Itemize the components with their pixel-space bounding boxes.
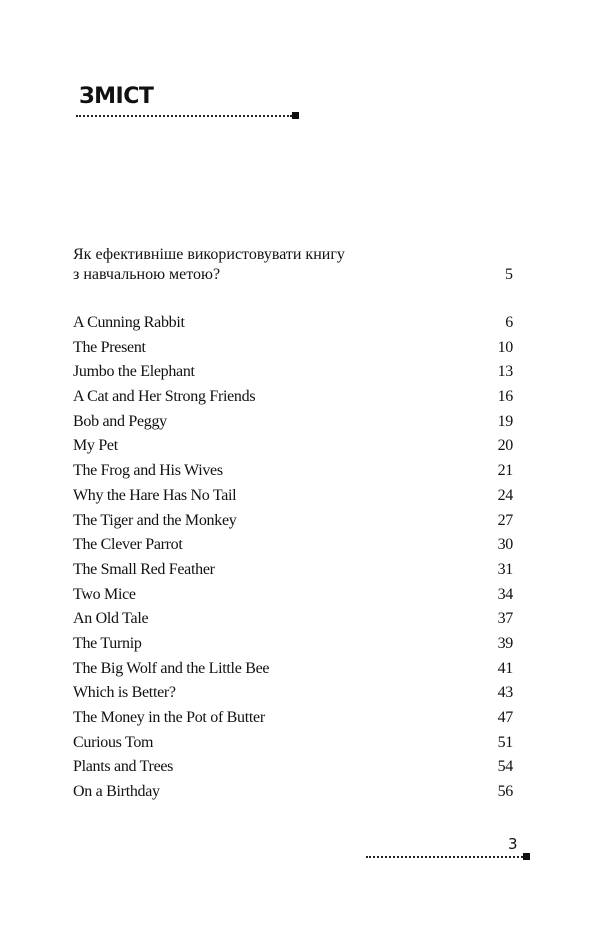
toc-entry-title: Jumbo the Elephant bbox=[73, 363, 195, 381]
intro-title-line-1: Як ефективніше використовувати книгу bbox=[73, 246, 345, 263]
toc-entry-title: Which is Better? bbox=[73, 684, 176, 702]
toc-entry-page: 20 bbox=[497, 437, 513, 455]
toc-entry-page: 47 bbox=[497, 709, 513, 726]
toc-entry-page: 10 bbox=[497, 338, 513, 356]
footer-dotted-rule bbox=[366, 856, 523, 858]
toc-entry-page: 37 bbox=[497, 610, 513, 628]
toc-entry-page: 16 bbox=[497, 388, 513, 406]
toc-entry-title: On a Birthday bbox=[73, 783, 160, 801]
toc-entry-title: The Big Wolf and the Little Bee bbox=[73, 659, 270, 677]
toc-entry[interactable] bbox=[73, 607, 513, 632]
toc-entry[interactable] bbox=[73, 360, 513, 385]
intro-title-line-2: з навчальною метою? bbox=[73, 266, 221, 283]
toc-entry-page: 41 bbox=[497, 659, 513, 677]
toc-entry-title: My Pet bbox=[73, 437, 118, 455]
page-number: 3 bbox=[508, 835, 518, 853]
toc-entry-title: The Clever Parrot bbox=[73, 536, 183, 554]
toc-entry[interactable] bbox=[73, 336, 513, 361]
toc-entry[interactable] bbox=[73, 558, 513, 583]
toc-entry[interactable] bbox=[73, 681, 513, 706]
toc-entry-page: 13 bbox=[497, 363, 513, 381]
toc-entry-title: Plants and Trees bbox=[73, 758, 174, 776]
toc-entry[interactable] bbox=[73, 434, 513, 459]
toc-entry-title: The Turnip bbox=[73, 634, 142, 652]
toc-entry[interactable] bbox=[73, 509, 513, 534]
toc-entry-title: The Money in the Pot of Butter bbox=[73, 709, 265, 726]
toc-entry-page: 24 bbox=[497, 486, 513, 504]
toc-entry-title: A Cunning Rabbit bbox=[73, 314, 185, 331]
toc-entry-title: The Frog and His Wives bbox=[73, 462, 223, 480]
toc-entry-page: 19 bbox=[497, 412, 513, 430]
toc-entry-page: 27 bbox=[497, 511, 513, 529]
toc-entry-title: The Tiger and the Monkey bbox=[73, 511, 237, 529]
footer-rule-square bbox=[523, 853, 530, 860]
toc-entry[interactable] bbox=[73, 311, 513, 336]
toc-entry[interactable] bbox=[73, 632, 513, 657]
toc-entry[interactable] bbox=[73, 385, 513, 410]
toc-entry[interactable] bbox=[73, 706, 513, 731]
toc-entry-title: Two Mice bbox=[73, 585, 136, 603]
toc-entry-page: 54 bbox=[497, 758, 513, 776]
toc-entry-page: 30 bbox=[497, 536, 513, 554]
toc-entry-title: Why the Hare Has No Tail bbox=[73, 486, 237, 504]
toc-entry-title: An Old Tale bbox=[73, 610, 149, 628]
toc-entry-title: A Cat and Her Strong Friends bbox=[73, 388, 256, 406]
toc-entry-title: Bob and Peggy bbox=[73, 412, 167, 430]
toc-entry-page: 39 bbox=[497, 634, 513, 652]
toc-entry[interactable] bbox=[73, 731, 513, 756]
heading-rule-square bbox=[292, 112, 299, 119]
toc-entry[interactable] bbox=[73, 410, 513, 435]
toc-entry-page: 51 bbox=[497, 733, 513, 751]
toc-entry[interactable] bbox=[73, 583, 513, 608]
contents-heading: ЗМІСТ bbox=[79, 84, 154, 109]
toc-entry-page: 56 bbox=[497, 783, 513, 801]
intro-entry[interactable] bbox=[73, 245, 513, 285]
toc-entry[interactable] bbox=[73, 533, 513, 558]
toc-entry-page: 34 bbox=[497, 585, 513, 603]
toc-entry[interactable] bbox=[73, 459, 513, 484]
toc-entry-page: 31 bbox=[497, 560, 513, 578]
toc-entry[interactable] bbox=[73, 657, 513, 682]
toc-entry[interactable] bbox=[73, 484, 513, 509]
toc-entry-title: The Small Red Feather bbox=[73, 560, 215, 578]
heading-dotted-rule bbox=[76, 115, 292, 117]
toc-entry[interactable] bbox=[73, 780, 513, 805]
toc-entry-page: 43 bbox=[497, 684, 513, 702]
toc-entry[interactable] bbox=[73, 755, 513, 780]
toc-entry-page: 6 bbox=[505, 314, 513, 331]
toc-entry-title: Curious Tom bbox=[73, 733, 154, 751]
intro-page-number: 5 bbox=[505, 266, 513, 283]
toc-entry-title: The Present bbox=[73, 338, 146, 356]
toc-entry-page: 21 bbox=[497, 462, 513, 480]
table-of-contents bbox=[73, 311, 513, 805]
